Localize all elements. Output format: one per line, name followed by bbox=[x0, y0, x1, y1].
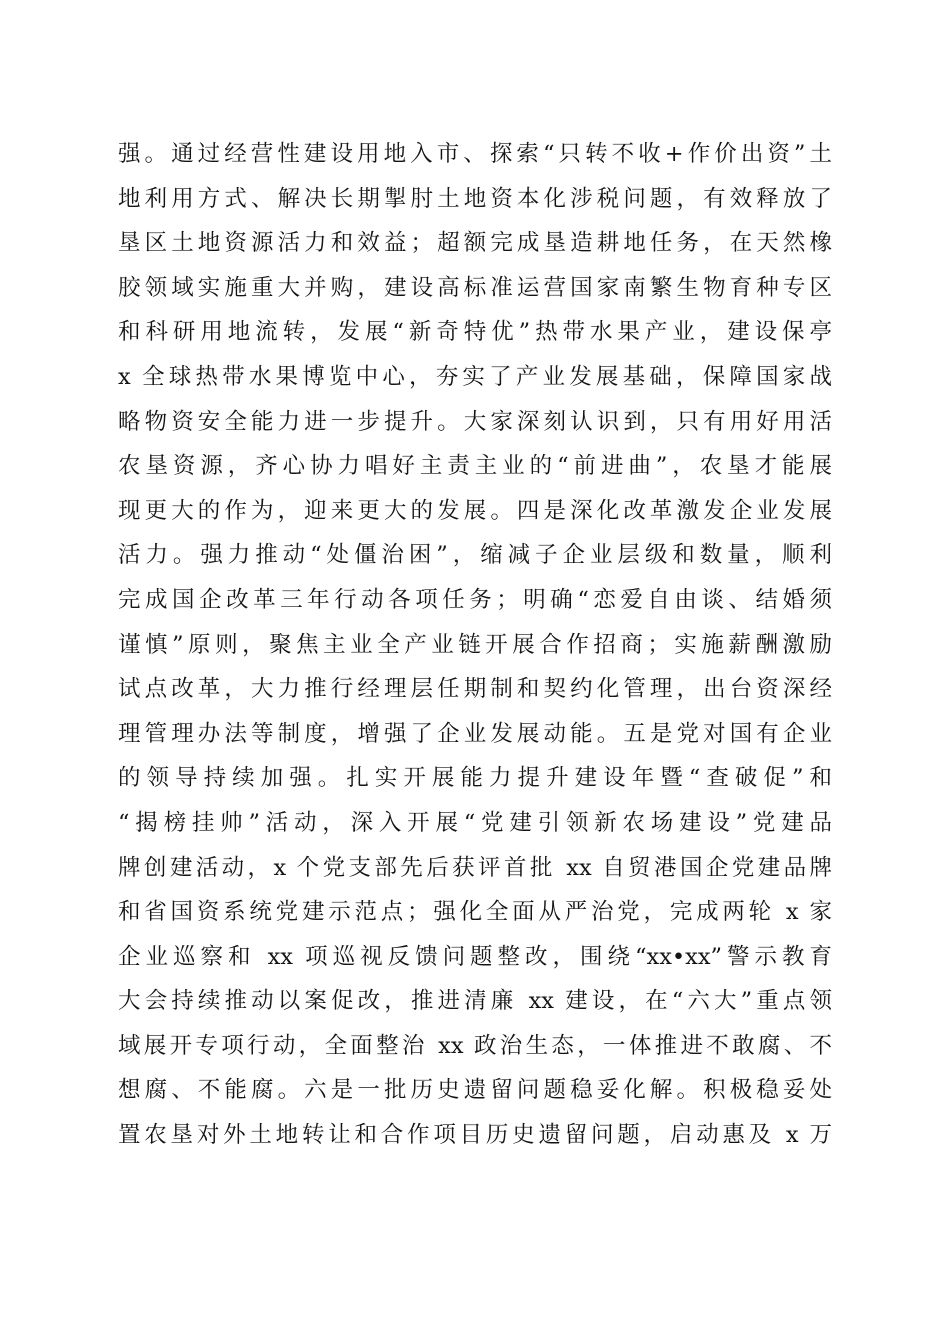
text-line: 完成国企改革三年行动各项任务；明确“恋爱自由谈、结婚须 bbox=[118, 586, 832, 613]
text-line: 牌创建活动，x 个党支部先后获评首批 xx 自贸港国企党建品牌 bbox=[118, 854, 832, 881]
text-line: 大会持续推动以案促改，推进清廉 xx 建设，在“六大”重点领 bbox=[118, 988, 832, 1015]
text-line: x 全球热带水果博览中心，夯实了产业发展基础，保障国家战 bbox=[118, 363, 832, 390]
text-line: 试点改革，大力推行经理层任期制和契约化管理，出台资深经 bbox=[118, 676, 832, 703]
text-line: “揭榜挂帅”活动，深入开展“党建引领新农场建设”党建品 bbox=[118, 809, 832, 836]
text-line: 谨慎”原则，聚焦主业全产业链开展合作招商；实施薪酬激励 bbox=[118, 631, 832, 658]
text-line: 置农垦对外土地转让和合作项目历史遗留问题，启动惠及 x 万 bbox=[118, 1122, 832, 1149]
text-line: 垦区土地资源活力和效益；超额完成垦造耕地任务，在天然橡 bbox=[118, 230, 832, 257]
text-line: 略物资安全能力进一步提升。大家深刻认识到，只有用好用活 bbox=[118, 408, 832, 435]
text-line: 和省国资系统党建示范点；强化全面从严治党，完成两轮 x 家 bbox=[118, 899, 832, 926]
text-line: 和科研用地流转，发展“新奇特优”热带水果产业，建设保亭 bbox=[118, 319, 832, 346]
text-line: 胶领域实施重大并购，建设高标准运营国家南繁生物育种专区 bbox=[118, 274, 832, 301]
text-line: 地利用方式、解决长期掣肘土地资本化涉税问题，有效释放了 bbox=[118, 185, 832, 212]
text-line: 理管理办法等制度，增强了企业发展动能。五是党对国有企业 bbox=[118, 720, 832, 747]
text-line: 企业巡察和 xx 项巡视反馈问题整改，围绕“xx•xx”警示教育 bbox=[118, 943, 832, 970]
text-line: 的领导持续加强。扎实开展能力提升建设年暨“查破促”和 bbox=[118, 765, 832, 792]
text-line: 强。通过经营性建设用地入市、探索“只转不收+作价出资”土 bbox=[118, 141, 832, 167]
text-line: 活力。强力推动“处僵治困”，缩减子企业层级和数量，顺利 bbox=[118, 542, 832, 569]
text-line: 现更大的作为，迎来更大的发展。四是深化改革激发企业发展 bbox=[118, 497, 832, 524]
text-line: 农垦资源，齐心协力唱好主责主业的“前进曲”，农垦才能展 bbox=[118, 453, 832, 480]
text-line: 域展开专项行动，全面整治 xx 政治生态，一体推进不敢腐、不 bbox=[118, 1032, 832, 1059]
text-line: 想腐、不能腐。六是一批历史遗留问题稳妥化解。积极稳妥处 bbox=[118, 1077, 832, 1104]
body-text bbox=[118, 132, 832, 1158]
